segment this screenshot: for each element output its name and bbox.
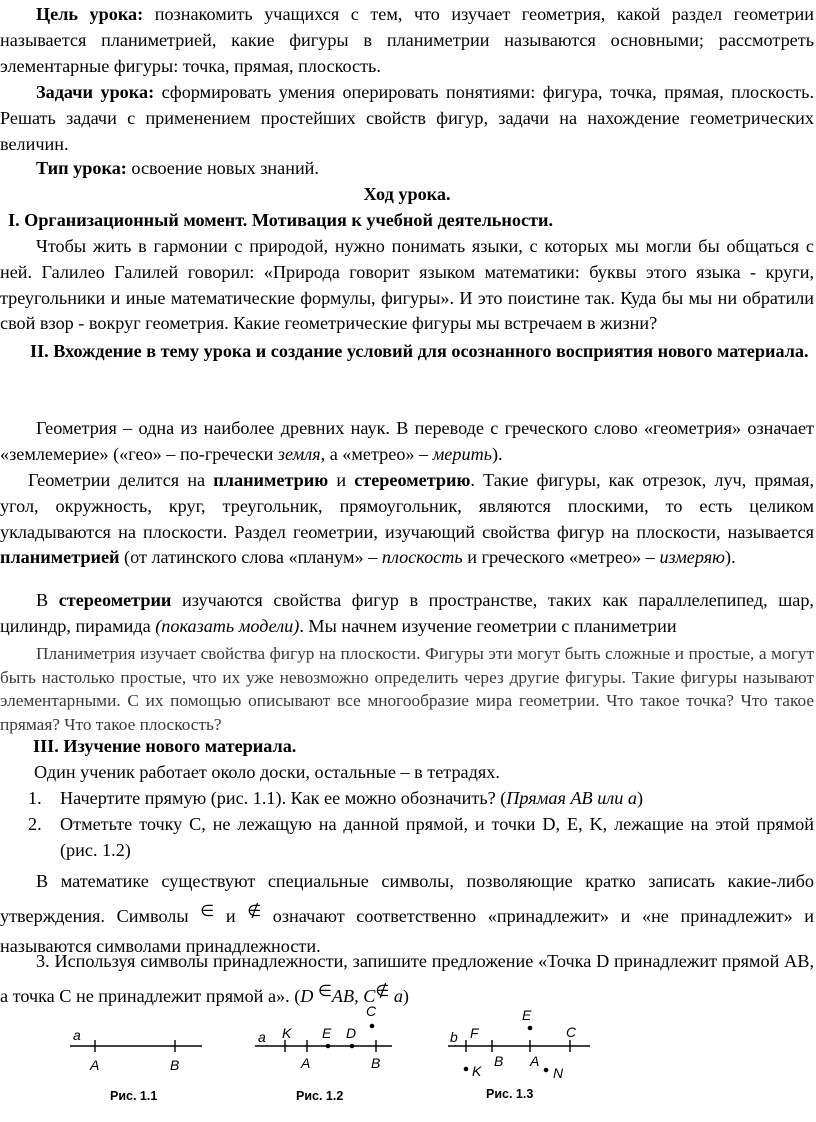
p2-bold-planimetry: планиметрию	[213, 470, 329, 490]
fig3-point-e: E	[522, 1007, 532, 1023]
figure-1-1	[70, 1027, 202, 1103]
item3-em-ab-c: АВ, С	[331, 986, 376, 1006]
p2-em-plane: плоскость	[381, 547, 463, 568]
fig2-point-e: E	[322, 1025, 332, 1041]
fig3-caption: Рис. 1.3	[486, 1087, 534, 1101]
lesson-tasks	[0, 80, 814, 157]
p1-text-c: ).	[491, 443, 503, 464]
task-item-2	[28, 812, 814, 864]
point-k-dot	[464, 1067, 469, 1072]
figure-1-3	[448, 1007, 590, 1101]
p2-text-a: Геометрии делится на	[28, 470, 214, 490]
symbols-text-b: и	[214, 906, 248, 926]
item1-em-answer: Прямая АВ или а	[506, 788, 637, 808]
item3-text-b: )	[402, 986, 409, 1006]
fig3-point-n: N	[553, 1065, 564, 1081]
not-element-of-icon: ∉	[247, 901, 262, 920]
lesson-goal	[0, 2, 814, 79]
type-label: Тип урока:	[36, 158, 127, 178]
fig2-caption: Рис. 1.2	[296, 1089, 344, 1103]
tasks-text: сформировать умения оперировать понятиями: фигура, точка, прямая, плоскость. Решать задачи с применением простейших свойств фигур, задачи на нахождение геометрических величин.	[0, 82, 814, 154]
figures-illustration	[0, 1000, 816, 1122]
item1-number: 1.	[28, 788, 42, 808]
symbols-text-a: В математике существуют специальные символы, позволяющие кратко записать какие-либо утверждения. Символы	[0, 871, 814, 926]
section2-paragraph2	[0, 468, 814, 571]
p3-text-b: изучаются свойства фигур в пространстве, таких как параллелепипед, шар, цилиндр, пирамида	[0, 590, 814, 636]
item2-text: Отметьте точку С, не лежащую на данной прямой, и точки D, E, K, лежащие на этой прямой (рис. 1.2)	[60, 814, 814, 860]
p1-em-measure: мерить	[432, 443, 492, 464]
section2-paragraph1	[0, 416, 814, 468]
goal-text: познакомить учащихся с тем, что изучает геометрия, какой раздел геометрии называется планиметрией, какие фигуры в планиметрии называются основными; рассмотреть элементарные фигуры: точка, прямая, плоскость.	[0, 4, 814, 76]
p2-text-b: и	[328, 470, 355, 490]
section3-intro: Один ученик работает около доски, остальные – в тетрадях.	[34, 762, 500, 782]
fig2-point-k: K	[282, 1025, 292, 1041]
fig1-line-label: a	[73, 1027, 81, 1043]
section1-heading: I. Организационный момент. Мотивация к учебной деятельности.	[8, 210, 554, 230]
item1-text-b: )	[636, 788, 644, 808]
fig1-point-b: B	[170, 1057, 180, 1073]
point-c-dot	[370, 1024, 375, 1029]
tasks-label: Задачи урока:	[36, 82, 155, 102]
type-text: освоение новых знаний.	[126, 158, 319, 178]
point-n-dot	[544, 1068, 549, 1073]
section3-heading: III. Изучение нового материала.	[33, 736, 297, 756]
fig3-point-f: F	[470, 1025, 479, 1041]
p3-em-models: (показать модели)	[155, 615, 300, 636]
fig3-point-c: C	[566, 1024, 577, 1040]
symbols-text-c: означают соответственно «принадлежит» и «не принадлежит» и называются символами принадлежности.	[0, 906, 815, 956]
p2-bold-planimetry2: планиметрией	[0, 547, 120, 568]
element-of-icon: ∈	[317, 981, 332, 1000]
p2-text-c: . Такие фигуры, как отрезок, луч, прямая, угол, окружность, круг, треугольник, прямоугольник, являются плоскими, то есть целиком укладываются на плоскости. Раздел геометрии, изучающий свойства фигур на плоскости, называется	[0, 470, 815, 542]
fig3-point-k: K	[472, 1063, 482, 1079]
point-d-dot	[350, 1044, 355, 1049]
p2-bold-stereometry: стереометрию	[354, 470, 471, 490]
section2-paragraph4: Планиметрия изучает свойства фигур на плоскости. Фигуры эти могут быть сложные и простые, а могут быть настолько простые, что их уже невозможно определить через другие фигуры. Такие фигуры называют элементарными. С их помощью описывают все многообразие мира геометрии. Что такое точка? Что такое прямая? Что такое плоскость?	[0, 644, 814, 734]
fig1-caption: Рис. 1.1	[110, 1089, 158, 1103]
item3-text-a: 3. Используя символы принадлежности, запишите предложение «Точка D принадлежит прямой АВ, а точка С не принадлежит прямой а». (	[0, 951, 814, 1006]
p2-text-d: (от латинского слова «планум» –	[119, 547, 382, 568]
fig2-line-label: a	[258, 1029, 266, 1045]
p1-em-earth: земля	[277, 443, 321, 464]
not-element-of-icon: ∉	[375, 981, 390, 1000]
fig3-point-a: A	[530, 1053, 540, 1069]
p2-text-f: ).	[725, 547, 736, 568]
fig2-point-d: D	[346, 1025, 357, 1041]
fig2-point-a: A	[301, 1055, 311, 1071]
p1-text-b: , а «метрео» –	[320, 443, 433, 464]
fig2-point-b: B	[371, 1055, 381, 1071]
p3-bold-stereometry: стереометрии	[58, 590, 172, 610]
figure-1-2	[255, 1003, 392, 1103]
p2-text-e: и греческого «метрео» –	[462, 547, 660, 568]
fig1-point-a: A	[90, 1057, 100, 1073]
section1-text: Чтобы жить в гармонии с природой, нужно понимать языки, с которых мы могли бы общаться с ней. Галилео Галилей говорил: «Природа говорит языком математики: буквы этого языка - круги, треугольники и иные математические формулы, фигуры». И это поистине так. Куда бы мы ни обратили свой взор - вокруг геометрия. Какие геометрические фигуры мы встречаем в жизни?	[0, 236, 814, 334]
fig3-line-label: b	[450, 1029, 458, 1045]
item3-em-a: а	[389, 986, 403, 1006]
p2-em-measure: измеряю	[659, 547, 726, 568]
point-e-dot	[326, 1044, 331, 1049]
fig2-point-c: C	[366, 1003, 377, 1019]
item1-text-a: Начертите прямую (рис. 1.1). Как ее можно обозначить? (	[60, 788, 507, 808]
p3-text-c: . Мы начнем изучение геометрии с планиметрии	[299, 615, 677, 636]
goal-label: Цель урока:	[36, 4, 144, 24]
task-item-1	[28, 786, 814, 812]
point-e-dot	[528, 1026, 533, 1031]
lesson-type	[0, 156, 814, 182]
section2-paragraph3	[0, 588, 814, 640]
fig3-point-b: B	[494, 1053, 504, 1069]
p1-text-a: Геометрия – одна из наиболее древних наук. В переводе с греческого слово «геометрия» означает «землемерие» («гео» – по-гречески	[0, 418, 814, 464]
element-of-icon: ∈	[200, 901, 215, 920]
section2-heading: II. Вхождение в тему урока и создание условий для осознанного восприятия нового материала.	[30, 341, 809, 361]
course-heading: Ход урока.	[363, 184, 451, 204]
item2-number: 2.	[28, 814, 42, 834]
item3-em-d: D	[300, 986, 318, 1006]
p3-text-a: В	[36, 590, 59, 610]
